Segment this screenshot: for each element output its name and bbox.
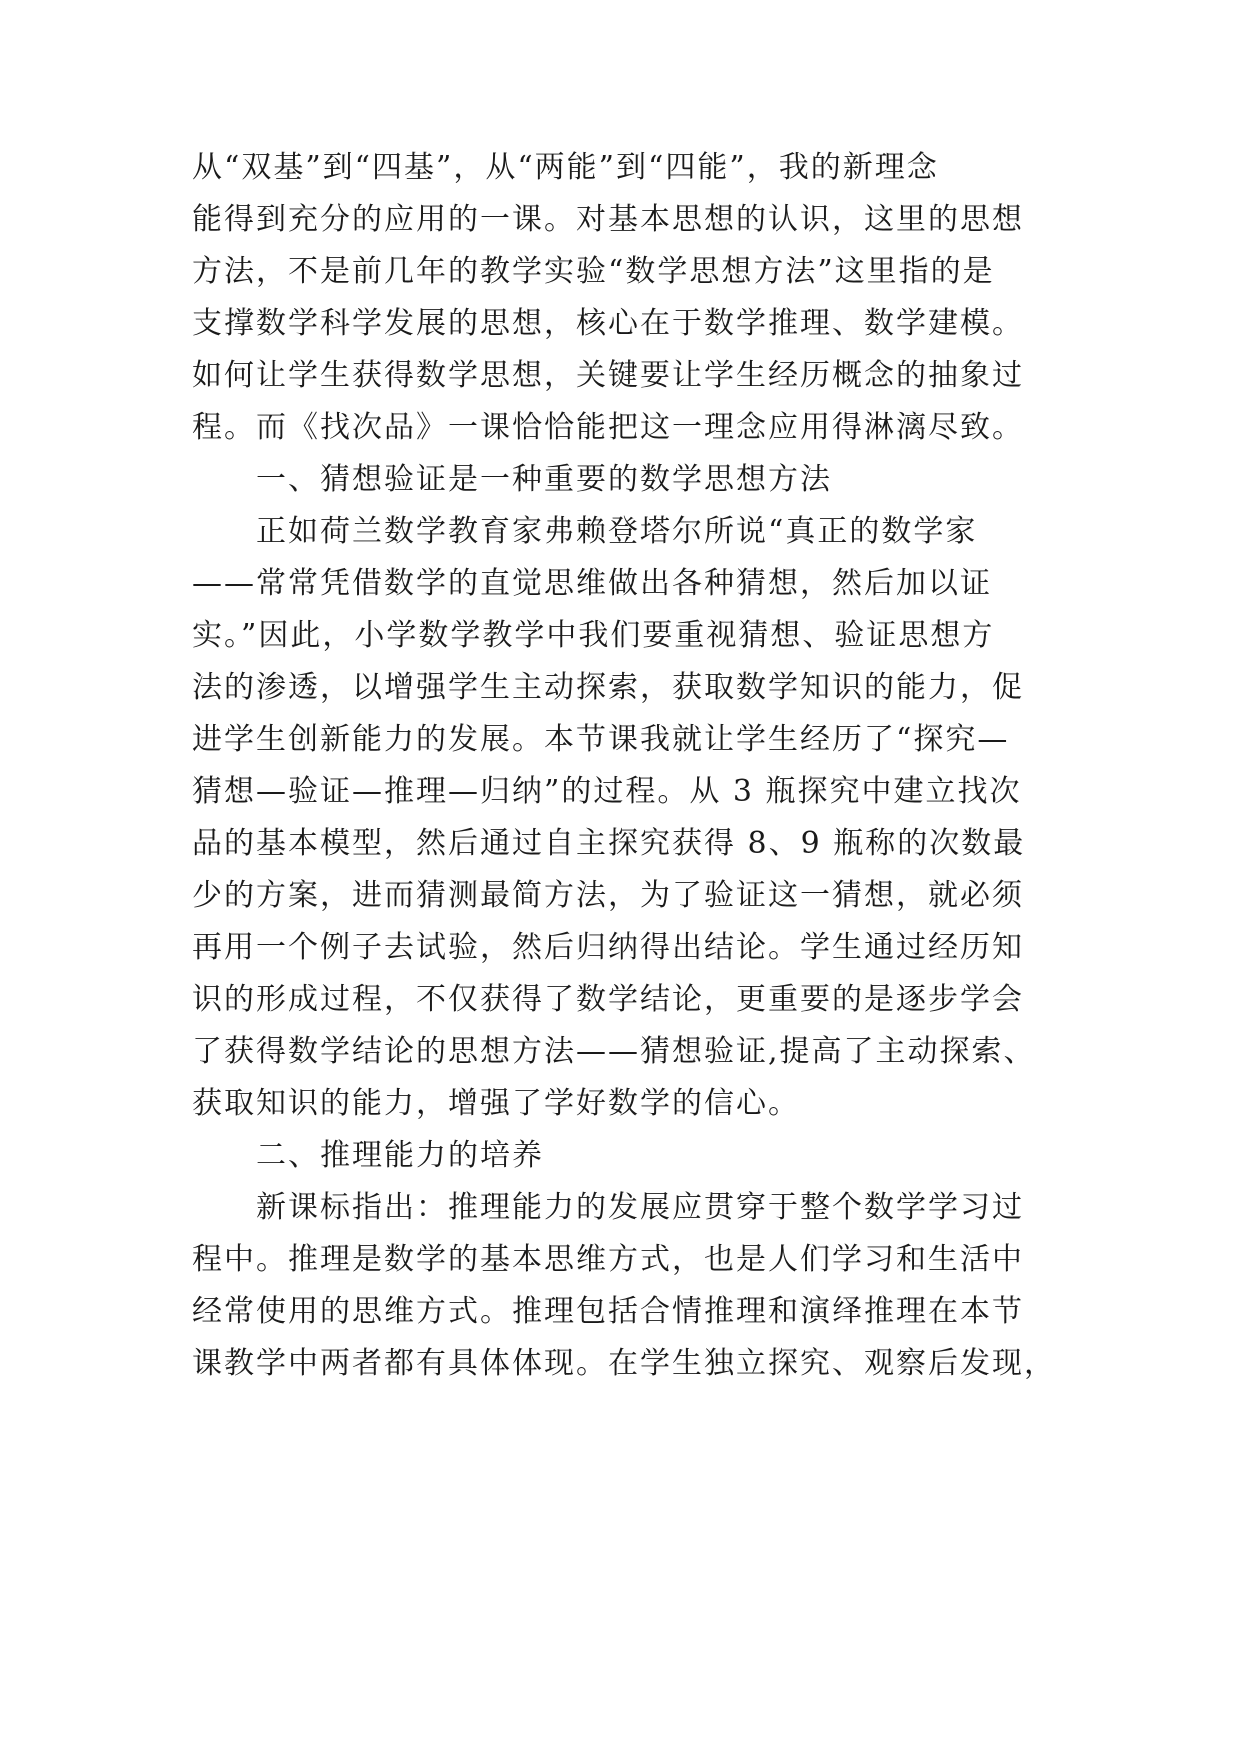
body-line: 新课标指出：推理能力的发展应贯穿于整个数学学习过 (256, 1190, 1024, 1225)
body-line: 程。而《找次品》一课恰恰能把这一理念应用得淋漓尽致。 (192, 410, 1024, 445)
body-line: 进学生创新能力的发展。本节课我就让学生经历了“探究— (192, 722, 1010, 757)
body-line: 获取知识的能力，增强了学好数学的信心。 (192, 1086, 800, 1121)
section-heading: 一、猜想验证是一种重要的数学思想方法 (256, 462, 832, 497)
body-line: ——常常凭借数学的直觉思维做出各种猜想，然后加以证 (192, 566, 992, 601)
body-line: 猜想—验证—推理—归纳”的过程。从 3 瓶探究中建立找次 (192, 774, 1022, 809)
body-line: 能得到充分的应用的一课。对基本思想的认识，这里的思想 (192, 202, 1024, 237)
body-line: 法的渗透，以增强学生主动探索，获取数学知识的能力，促 (192, 670, 1024, 705)
body-line: 程中。推理是数学的基本思维方式，也是人们学习和生活中 (192, 1242, 1024, 1277)
body-line: 识的形成过程，不仅获得了数学结论，更重要的是逐步学会 (192, 982, 1024, 1017)
body-line: 方法，不是前几年的教学实验“数学思想方法”这里指的是 (192, 254, 995, 289)
body-line: 实。”因此，小学数学教学中我们要重视猜想、验证思想方 (192, 618, 995, 653)
body-line: 经常使用的思维方式。推理包括合情推理和演绎推理在本节 (192, 1294, 1024, 1329)
body-line: 品的基本模型，然后通过自主探究获得 8、9 瓶称的次数最 (192, 826, 1026, 861)
body-line: 支撑数学科学发展的思想，核心在于数学推理、数学建模。 (192, 306, 1024, 341)
body-line: 课教学中两者都有具体体现。在学生独立探究、观察后发现， (192, 1346, 1056, 1381)
body-line: 了获得数学结论的思想方法——猜想验证,提高了主动探索、 (192, 1034, 1036, 1069)
section-heading: 二、推理能力的培养 (256, 1138, 544, 1173)
body-line: 从“双基”到“四基”，从“两能”到“四能”，我的新理念 (192, 150, 939, 185)
body-line: 再用一个例子去试验，然后归纳得出结论。学生通过经历知 (192, 930, 1024, 965)
body-line: 正如荷兰数学教育家弗赖登塔尔所说“真正的数学家 (256, 514, 978, 549)
body-line: 如何让学生获得数学思想，关键要让学生经历概念的抽象过 (192, 358, 1024, 393)
body-line: 少的方案，进而猜测最简方法，为了验证这一猜想，就必须 (192, 878, 1024, 913)
